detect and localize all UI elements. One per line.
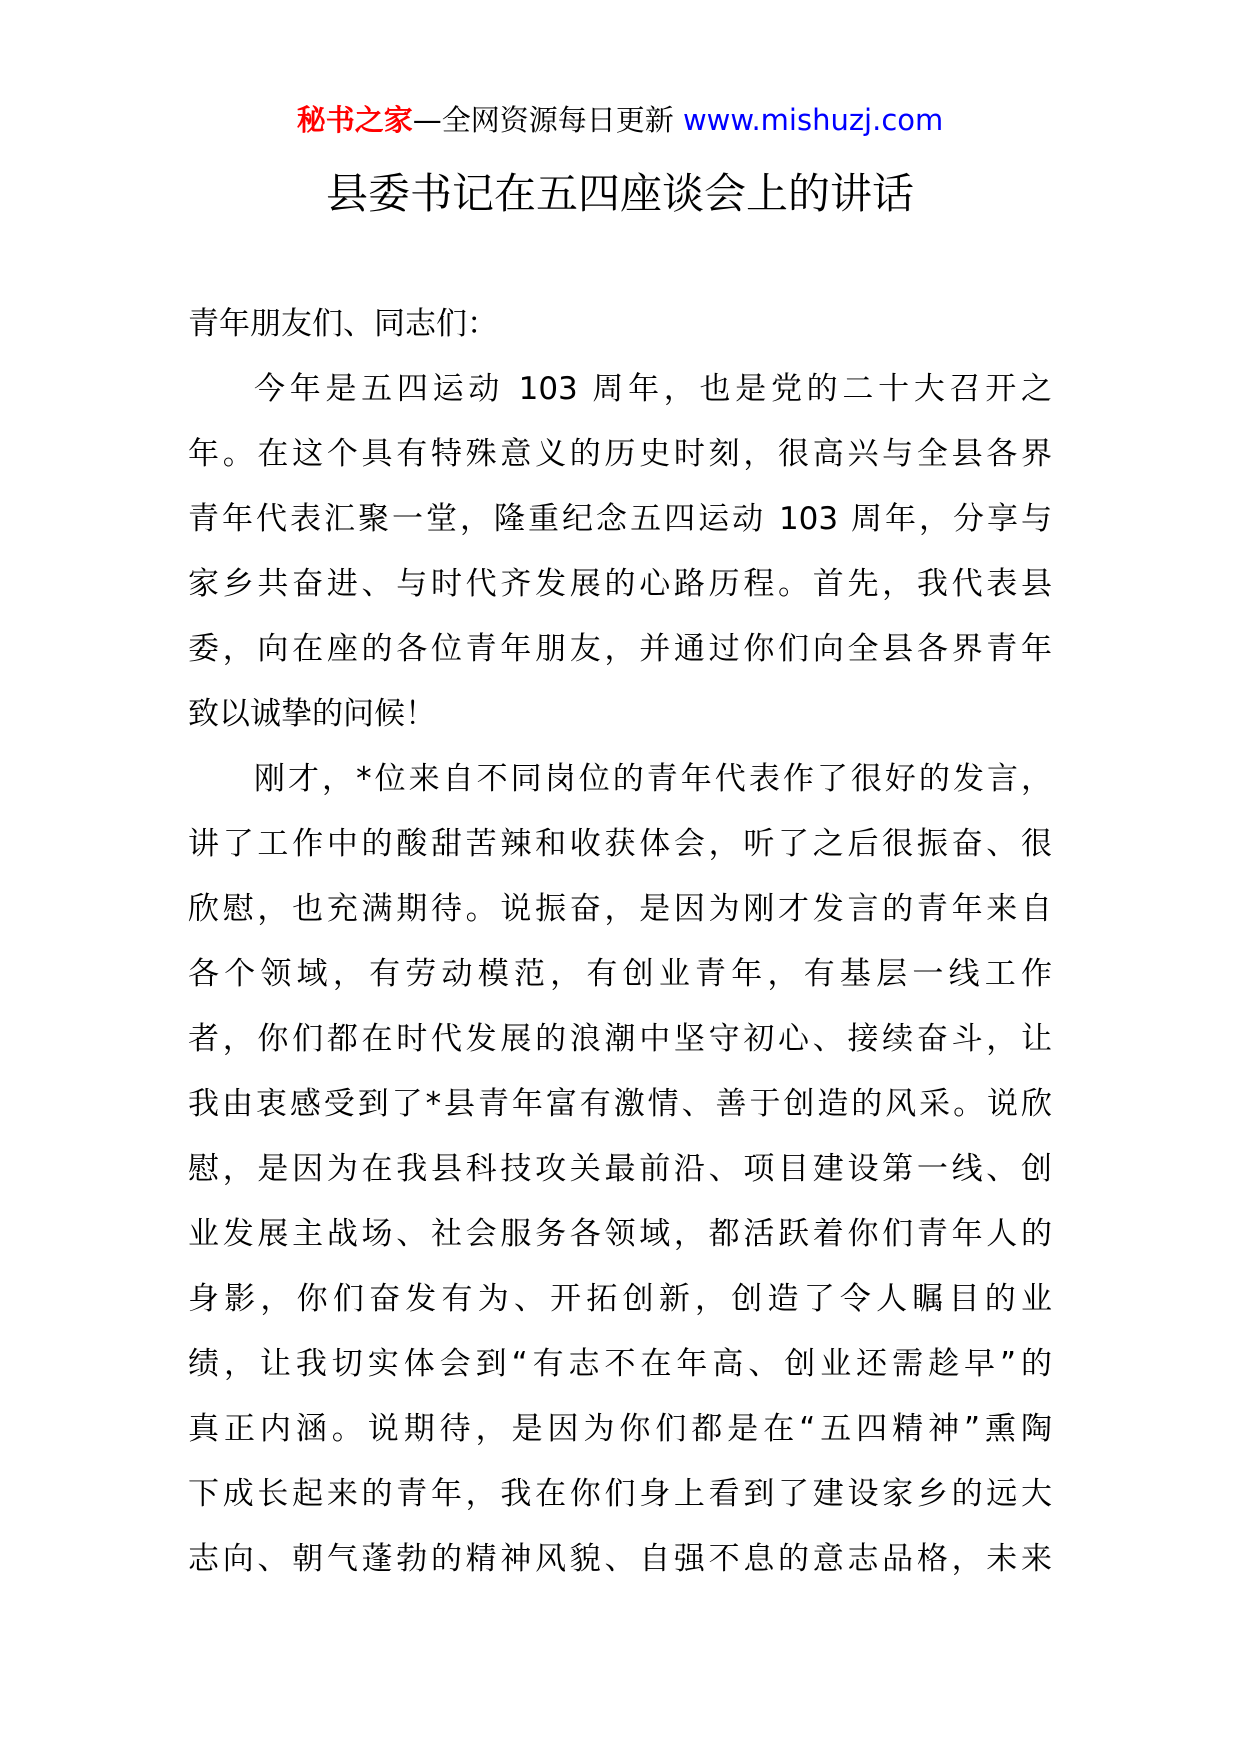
paragraph-2-line: 志向、朝气蓬勃的精神风貌、自强不息的意志品格，未来 xyxy=(188,1541,1052,1577)
paragraph-1-line: 年。在这个具有特殊意义的历史时刻，很高兴与全县各界 xyxy=(188,436,1052,472)
paragraph-2-line: 业发展主战场、社会服务各领域，都活跃着你们青年人的 xyxy=(188,1216,1052,1252)
brand-name: 秘书之家 xyxy=(296,103,413,137)
paragraph-2-line: 我由衷感受到了*县青年富有激情、善于创造的风采。说欣 xyxy=(188,1086,1052,1122)
paragraph-1-line: 致以诚挚的问候！ xyxy=(188,696,436,732)
document-body xyxy=(188,292,1052,1592)
paragraph-1-line: 委，向在座的各位青年朋友，并通过你们向全县各界青年 xyxy=(188,631,1052,667)
header-tagline: —全网资源每日更新 xyxy=(412,103,683,137)
site-header xyxy=(0,100,1240,140)
paragraph-1-line: 青年代表汇聚一堂，隆重纪念五四运动 103 周年，分享与 xyxy=(188,501,1052,537)
paragraph-1-line: 今年是五四运动 103 周年，也是党的二十大召开之 xyxy=(254,371,1052,407)
paragraph-2-line: 身影，你们奋发有为、开拓创新，创造了令人瞩目的业 xyxy=(188,1281,1052,1317)
paragraph-2-line: 欣慰，也充满期待。说振奋，是因为刚才发言的青年来自 xyxy=(188,891,1052,927)
site-url-link[interactable]: www.mishuzj.com xyxy=(682,103,944,137)
salutation: 青年朋友们、同志们： xyxy=(188,306,498,342)
paragraph-2-line: 绩，让我切实体会到“有志不在年高、创业还需趁早”的 xyxy=(188,1346,1052,1382)
paragraph-2-line: 各个领域，有劳动模范，有创业青年，有基层一线工作 xyxy=(188,956,1052,992)
paragraph-2-line: 下成长起来的青年，我在你们身上看到了建设家乡的远大 xyxy=(188,1476,1052,1512)
document-title: 县委书记在五四座谈会上的讲话 xyxy=(325,169,914,218)
paragraph-2-line: 刚才，*位来自不同岗位的青年代表作了很好的发言， xyxy=(254,761,1052,797)
paragraph-1-line: 家乡共奋进、与时代齐发展的心路历程。首先，我代表县 xyxy=(188,566,1052,602)
paragraph-2-line: 者，你们都在时代发展的浪潮中坚守初心、接续奋斗，让 xyxy=(188,1021,1052,1057)
paragraph-2-line: 讲了工作中的酸甜苦辣和收获体会，听了之后很振奋、很 xyxy=(188,826,1052,862)
paragraph-2-line: 真正内涵。说期待，是因为你们都是在“五四精神”熏陶 xyxy=(188,1411,1052,1447)
paragraph-2-line: 慰，是因为在我县科技攻关最前沿、项目建设第一线、创 xyxy=(188,1151,1052,1187)
